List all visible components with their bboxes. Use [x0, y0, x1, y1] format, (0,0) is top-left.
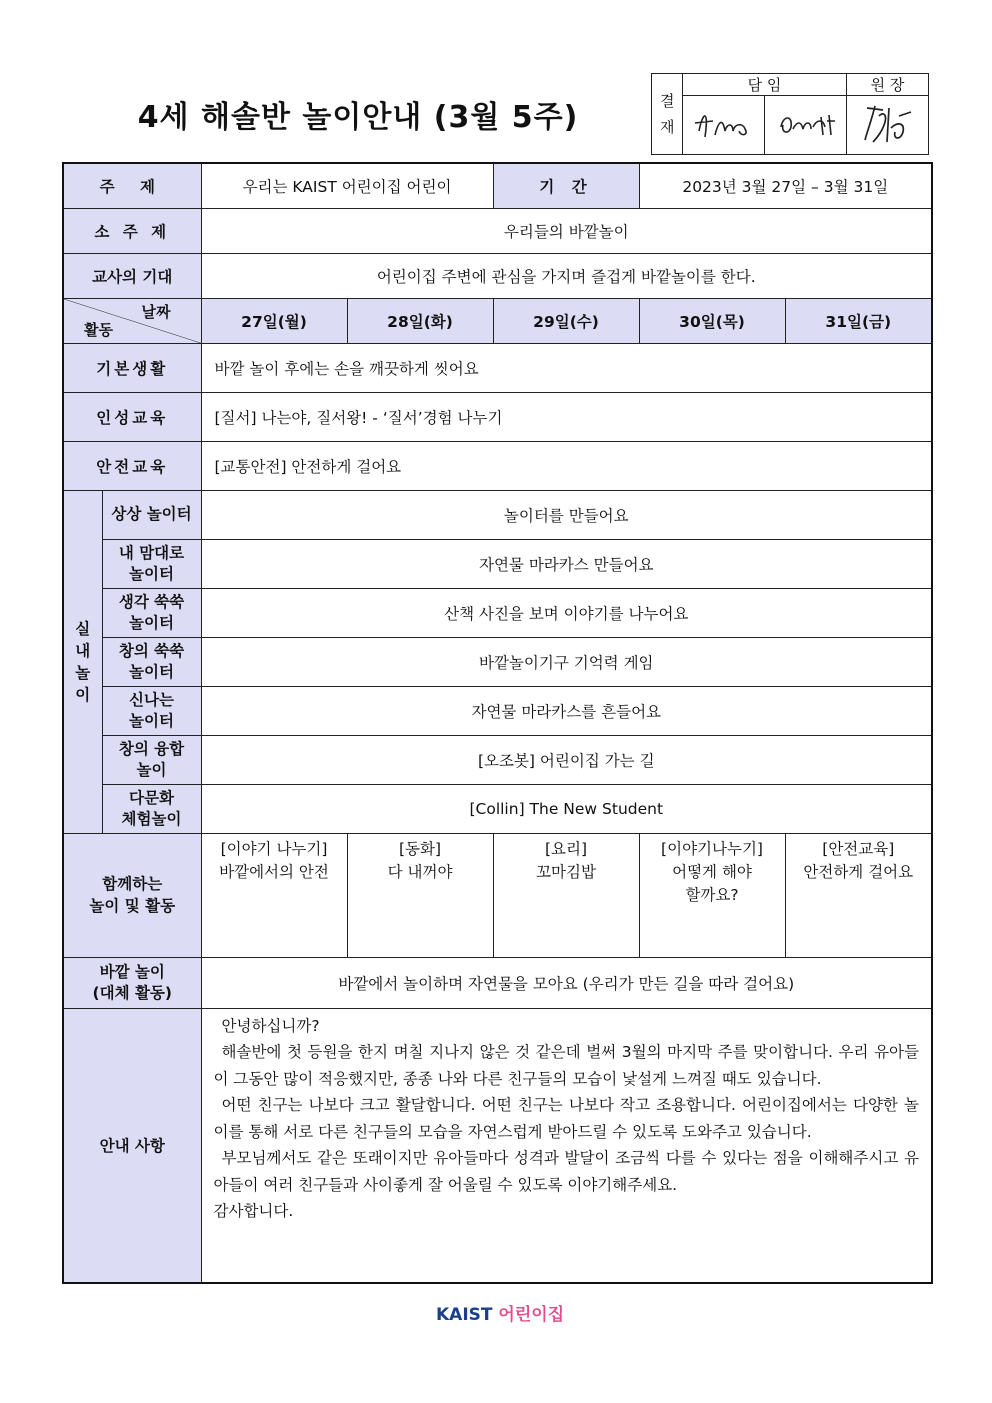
indoor-area: 다문화 체험놀이 — [102, 784, 201, 833]
outdoor-value: 바깥에서 놀이하며 자연물을 모아요 (우리가 만든 길을 따라 걸어요) — [201, 957, 932, 1008]
director-signature — [847, 96, 929, 155]
indoor-area: 창의 융합 놀이 — [102, 735, 201, 784]
together-activity-fri: [안전교육] 안전하게 걸어요 — [785, 833, 932, 957]
safety-edu-value: [교통안전] 안전하게 걸어요 — [201, 441, 932, 490]
day-header-tue: 28일(화) — [347, 298, 493, 343]
indoor-play-label: 실내놀이 — [63, 490, 102, 833]
subtheme-value: 우리들의 바깥놀이 — [201, 208, 932, 253]
notice-paragraph: 부모님께서도 같은 또래이지만 유아들마다 성격과 발달이 조금씩 다를 수 있다는 점을 이해해주시고 유아들이 여러 친구들과 사이좋게 잘 어울릴 수 있도록 이야기해주세요. — [213, 1149, 920, 1194]
footer-logo — [436, 1300, 564, 1325]
outdoor-label: 바깥 놀이 (대체 활동) — [63, 957, 201, 1008]
footer-logo-center: 어린이집 — [498, 1305, 565, 1325]
notice-greeting: 안녕하십니까? — [221, 1016, 320, 1035]
safety-edu-label: 안전교육 — [63, 441, 201, 490]
activity-header: 활동 — [84, 320, 113, 339]
approval-box — [651, 73, 929, 155]
together-label: 함께하는 놀이 및 활동 — [63, 833, 201, 957]
indoor-area: 내 맘대로 놀이터 — [102, 539, 201, 588]
plan-table — [62, 162, 933, 1284]
indoor-area: 창의 쑥쑥 놀이터 — [102, 637, 201, 686]
character-edu-value: [질서] 나는야, 질서왕! - ‘질서’경험 나누기 — [201, 392, 932, 441]
notice-paragraph: 어떤 친구는 나보다 크고 활달합니다. 어떤 친구는 나보다 작고 조용합니다. 어린이집에서는 다양한 놀이를 통해 서로 다른 친구들의 모습을 자연스럽게 받아드릴 수 있도록 도와주고 있습니다. — [213, 1096, 920, 1141]
notice-paragraph: 해솔반에 첫 등원을 한지 며칠 지나지 않은 것 같은데 벌써 3월의 마지막 주를 맞이합니다. 우리 유아들이 그동안 많이 적응했지만, 종종 나와 다른 친구들의 모습이 낯설게 느껴질 때도 있습니다. — [213, 1043, 920, 1088]
subtheme-label: 소 주 제 — [63, 208, 201, 253]
indoor-activity: 놀이터를 만들어요 — [201, 490, 932, 539]
indoor-area: 신나는 놀이터 — [102, 686, 201, 735]
day-header-thu: 30일(목) — [639, 298, 785, 343]
basic-life-value: 바깥 놀이 후에는 손을 깨끗하게 씻어요 — [201, 343, 932, 392]
indoor-activity: 산책 사진을 보며 이야기를 나누어요 — [201, 588, 932, 637]
period-value: 2023년 3월 27일 – 3월 31일 — [639, 163, 932, 208]
expectation-value: 어린이집 주변에 관심을 가지며 즐겁게 바깥놀이를 한다. — [201, 253, 932, 298]
together-activity-mon: [이야기 나누기] 바깥에서의 안전 — [201, 833, 347, 957]
indoor-area: 생각 쑥쑥 놀이터 — [102, 588, 201, 637]
basic-life-label: 기본생활 — [63, 343, 201, 392]
director-label: 원 장 — [847, 74, 929, 96]
day-header-mon: 27일(월) — [201, 298, 347, 343]
notice-label: 안내 사항 — [63, 1008, 201, 1283]
expectation-label: 교사의 기대 — [63, 253, 201, 298]
day-header-fri: 31일(금) — [785, 298, 932, 343]
teacher-signature-1 — [683, 96, 765, 155]
date-header: 날짜 — [141, 302, 171, 321]
approval-side-label: 결 재 — [652, 74, 683, 155]
notice-content — [201, 1008, 932, 1283]
day-header-wed: 29일(수) — [493, 298, 639, 343]
period-label: 기 간 — [493, 163, 639, 208]
indoor-activity: 자연물 마라카스를 흔들어요 — [201, 686, 932, 735]
indoor-activity: 바깥놀이기구 기억력 게임 — [201, 637, 932, 686]
indoor-area: 상상 놀이터 — [102, 490, 201, 539]
page-title: 4세 해솔반 놀이안내 (3월 5주) — [137, 100, 579, 135]
teacher-signature-2 — [765, 96, 847, 155]
notice-closing: 감사합니다. — [213, 1202, 294, 1220]
indoor-activity: [Collin] The New Student — [201, 784, 932, 833]
indoor-activity: 자연물 마라카스 만들어요 — [201, 539, 932, 588]
theme-value: 우리는 KAIST 어린이집 어린이 — [201, 163, 493, 208]
theme-label: 주 제 — [63, 163, 201, 208]
character-edu-label: 인성교육 — [63, 392, 201, 441]
date-activity-header — [63, 298, 201, 343]
teacher-label: 담 임 — [683, 74, 847, 96]
indoor-activity: [오조봇] 어린이집 가는 길 — [201, 735, 932, 784]
footer-logo-kaist: KAIST — [436, 1305, 493, 1325]
together-activity-thu: [이야기나누기] 어떻게 해야 할까요? — [639, 833, 785, 957]
together-activity-wed: [요리] 꼬마김밥 — [493, 833, 639, 957]
together-activity-tue: [동화] 다 내꺼야 — [347, 833, 493, 957]
